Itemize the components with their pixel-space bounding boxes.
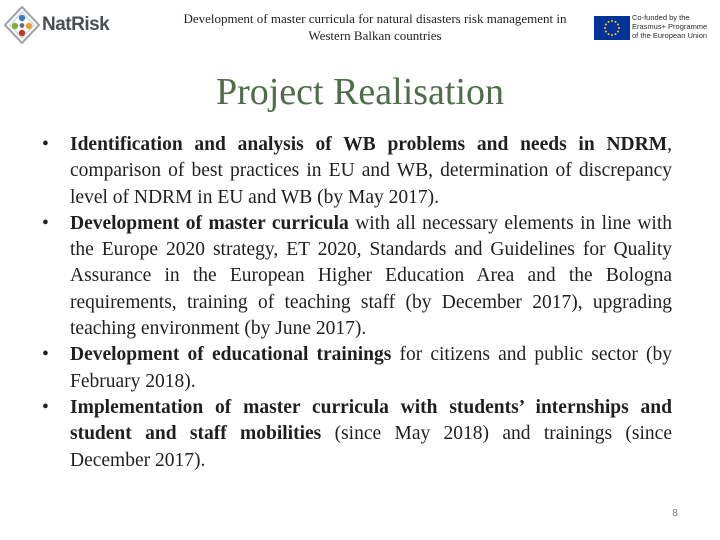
header-title-line-1: Development of master curricula for natural disasters risk management in xyxy=(183,11,567,26)
bullet-text: , comparison of best practices in EU and WB, determination of discrepancy level of NDRM in EU and WB (by May 2017). xyxy=(70,134,672,208)
eu-cofunding-caption xyxy=(632,13,720,40)
bullet-dot: • xyxy=(42,344,49,366)
bullet-dot: • xyxy=(42,396,49,418)
bullet-list xyxy=(42,132,672,474)
bullet-item xyxy=(42,395,672,474)
bullet-bold-text: Development of educational trainings xyxy=(70,344,392,366)
bullet-item xyxy=(42,211,672,342)
bullet-bold-text: Identification and analysis of WB problems and needs in NDRM xyxy=(70,134,668,155)
natrisk-emblem-icon xyxy=(4,6,40,44)
bullet-dot: • xyxy=(42,134,49,155)
bullet-text: for citizens and public sector (by February 2018). xyxy=(70,344,672,392)
bullet-item xyxy=(42,342,672,395)
page-number: 8 xyxy=(672,508,678,519)
bullet-bold-text: Implementation of master curricula with students’ internships and student and staff mobilities xyxy=(70,396,672,445)
logo-text: NatRisk xyxy=(42,14,110,35)
eu-caption-line-3: of the European Union xyxy=(632,31,708,40)
header-title xyxy=(150,10,600,44)
bullet-text: (since May 2018) and trainings (since December 2017). xyxy=(70,423,672,471)
eu-flag-icon xyxy=(594,16,630,40)
bullet-dot: • xyxy=(42,212,49,234)
bullet-text: with all necessary elements in line with the Europe 2020 strategy, ET 2020, Standards and Guidelines for Quality Assurance in the European Higher Education Area and the Bologna requirements, training of teaching staff (by December 2017), upgrading teaching environment (by June 2017). xyxy=(70,212,672,340)
bullet-item xyxy=(42,132,672,211)
header-title-line-2: Western Balkan countries xyxy=(308,28,442,43)
natrisk-logo xyxy=(4,6,116,44)
eu-caption-line-1: Co-funded by the xyxy=(632,13,690,22)
bullet-bold-text: Development of master curricula xyxy=(70,212,349,234)
slide-title: Project Realisation xyxy=(215,71,505,113)
eu-caption-line-2: Erasmus+ Programme xyxy=(632,22,708,31)
slide-header xyxy=(0,0,720,50)
